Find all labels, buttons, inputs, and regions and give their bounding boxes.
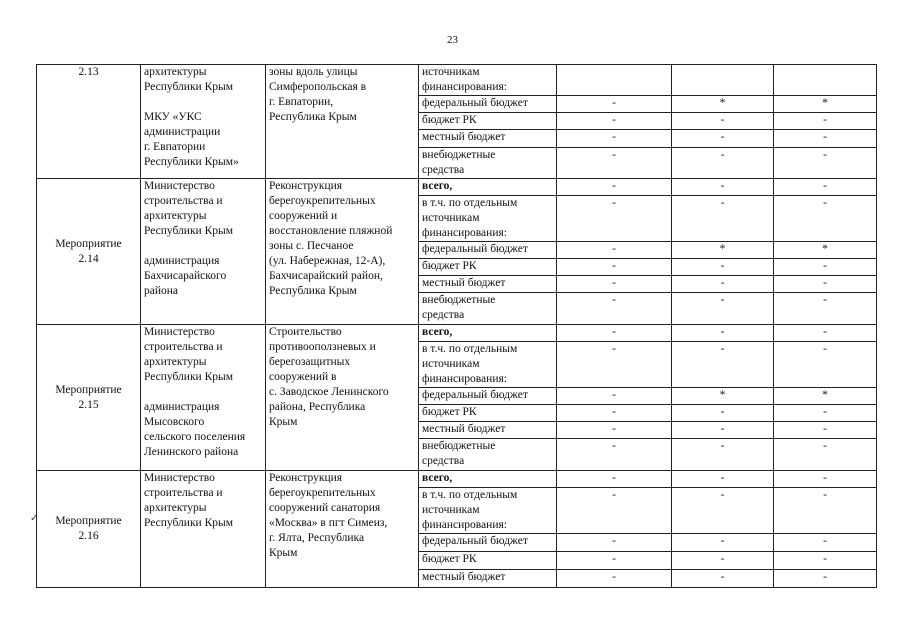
value-cell-year-2: - <box>672 405 774 422</box>
funding-source-line: бюджет РК <box>422 553 477 565</box>
value-cell-year-1: - <box>557 471 672 488</box>
object-line: берегоукрепительных <box>269 487 376 499</box>
event-number-line: Мероприятие <box>55 383 122 396</box>
funding-source-line: всего, <box>422 472 453 484</box>
value-cell-year-3: - <box>774 570 877 588</box>
value-cell-year-1: - <box>557 534 672 552</box>
funding-source-line: источникам <box>422 504 480 516</box>
executor-line: администрация <box>144 255 220 267</box>
funding-source-cell <box>419 534 557 552</box>
executor-line: Министерство <box>144 326 215 338</box>
value-cell-year-2: * <box>672 242 774 259</box>
executor-line: администрация <box>144 401 220 413</box>
funding-source-cell <box>419 471 557 488</box>
executor-line: сельского поселения <box>144 431 246 443</box>
value-cell-year-3: - <box>774 342 877 388</box>
funding-source-cell <box>419 342 557 388</box>
funding-source-line: всего, <box>422 326 453 338</box>
object-line: Симферопольская в <box>269 81 367 93</box>
value-cell-year-1: - <box>557 113 672 130</box>
funding-source-line: в т.ч. по отдельным <box>422 197 518 209</box>
funding-source-cell <box>419 488 557 534</box>
executor-line: Мысовского <box>144 416 205 428</box>
object-line: «Москва» в пгт Симеиз, <box>269 517 388 529</box>
table-row <box>37 325 877 342</box>
funding-source-cell <box>419 242 557 259</box>
executor-cell <box>141 325 266 471</box>
value-cell-year-3: * <box>774 388 877 405</box>
executor-line: строительства и <box>144 341 223 353</box>
funding-source-line: в т.ч. по отдельным <box>422 489 518 501</box>
value-cell-year-1: - <box>557 439 672 471</box>
table-row <box>37 471 877 488</box>
value-cell-year-2: - <box>672 552 774 570</box>
funding-source-cell <box>419 113 557 130</box>
funding-source-line: федеральный бюджет <box>422 97 528 109</box>
executor-line: администрации <box>144 126 221 138</box>
value-cell-year-2: - <box>672 259 774 276</box>
funding-source-cell <box>419 259 557 276</box>
object-cell <box>266 325 419 471</box>
value-cell-year-3: - <box>774 488 877 534</box>
object-cell <box>266 471 419 588</box>
object-line: сооружений санатория <box>269 502 381 514</box>
value-cell-year-2: - <box>672 196 774 242</box>
line-gap <box>144 385 262 400</box>
value-cell-year-1: - <box>557 196 672 242</box>
event-number-cell <box>37 325 141 471</box>
funding-source-line: источникам <box>422 358 480 370</box>
funding-source-cell <box>419 422 557 439</box>
event-number-line: 2.14 <box>78 252 99 265</box>
value-cell-year-1: - <box>557 130 672 148</box>
value-cell-year-3: - <box>774 148 877 179</box>
object-line: с. Заводское Ленинского <box>269 386 389 398</box>
object-line: сооружений в <box>269 371 337 383</box>
value-cell-year-2: - <box>672 293 774 325</box>
value-cell-year-3: - <box>774 552 877 570</box>
value-cell-year-2: - <box>672 471 774 488</box>
table-row <box>37 65 877 96</box>
executor-line: района <box>144 285 179 297</box>
executor-line: г. Евпатории <box>144 141 206 153</box>
executor-cell <box>141 179 266 325</box>
value-cell-year-1: - <box>557 405 672 422</box>
event-number-line: 2.16 <box>78 530 99 542</box>
value-cell-year-2: - <box>672 342 774 388</box>
value-cell-year-1: - <box>557 242 672 259</box>
value-cell-year-2: - <box>672 325 774 342</box>
line-gap <box>144 95 262 110</box>
funding-source-line: всего, <box>422 180 453 192</box>
executor-line: Республики Крым <box>144 371 233 383</box>
funding-source-cell <box>419 196 557 242</box>
value-cell-year-1: - <box>557 96 672 113</box>
funding-source-line: местный бюджет <box>422 571 506 583</box>
value-cell-year-3: - <box>774 422 877 439</box>
value-cell-year-2: - <box>672 488 774 534</box>
value-cell-year-2: * <box>672 96 774 113</box>
value-cell-year-1: - <box>557 293 672 325</box>
value-cell-year-2: - <box>672 570 774 588</box>
value-cell-year-1: - <box>557 259 672 276</box>
object-line: зоны с. Песчаное <box>269 240 354 252</box>
funding-source-cell <box>419 570 557 588</box>
funding-source-line: внебюджетные <box>422 149 496 161</box>
table-row <box>37 179 877 196</box>
funding-source-cell <box>419 388 557 405</box>
funding-source-line: источникам <box>422 212 480 224</box>
value-cell-year-2: - <box>672 130 774 148</box>
executor-line: Бахчисарайского <box>144 270 227 282</box>
value-cell-year-3: - <box>774 439 877 471</box>
value-cell-year-3: - <box>774 325 877 342</box>
funding-source-line: средства <box>422 309 465 321</box>
value-cell-year-1: - <box>557 570 672 588</box>
funding-source-line: бюджет РК <box>422 260 477 272</box>
event-number-line: Мероприятие <box>55 515 122 527</box>
value-cell-year-1: - <box>557 276 672 293</box>
executor-line: Министерство <box>144 180 215 192</box>
funding-source-line: источникам <box>422 66 480 78</box>
executor-line: Республики Крым <box>144 225 233 237</box>
value-cell-year-2: - <box>672 534 774 552</box>
object-line: сооружений и <box>269 210 338 222</box>
executor-cell <box>141 65 266 179</box>
object-line: Крым <box>269 416 298 428</box>
value-cell-year-3 <box>774 65 877 96</box>
funding-source-line: в т.ч. по отдельным <box>422 343 518 355</box>
object-line: г. Евпатории, <box>269 96 334 108</box>
value-cell-year-1: - <box>557 342 672 388</box>
value-cell-year-2: - <box>672 439 774 471</box>
value-cell-year-3: - <box>774 179 877 196</box>
funding-source-line: внебюджетные <box>422 440 496 452</box>
object-line: (ул. Набережная, 12-А), <box>269 255 386 267</box>
funding-source-cell <box>419 293 557 325</box>
value-cell-year-3: - <box>774 534 877 552</box>
value-cell-year-3: * <box>774 242 877 259</box>
value-cell-year-3: - <box>774 471 877 488</box>
funding-source-cell <box>419 439 557 471</box>
funding-source-line: финансирования: <box>422 519 507 531</box>
object-line: района, Республика <box>269 401 366 413</box>
value-cell-year-3: - <box>774 113 877 130</box>
funding-source-line: местный бюджет <box>422 277 506 289</box>
budget-table <box>36 64 877 588</box>
funding-source-line: средства <box>422 455 465 467</box>
funding-source-line: федеральный бюджет <box>422 243 528 255</box>
value-cell-year-3: - <box>774 276 877 293</box>
executor-line: строительства и <box>144 487 223 499</box>
funding-source-line: средства <box>422 164 465 176</box>
object-line: берегозащитных <box>269 356 351 368</box>
funding-source-line: финансирования: <box>422 373 507 385</box>
event-number-cell <box>37 65 141 179</box>
value-cell-year-1: - <box>557 179 672 196</box>
funding-source-cell <box>419 179 557 196</box>
executor-line: Ленинского района <box>144 446 239 458</box>
object-line: Крым <box>269 547 298 559</box>
funding-source-line: федеральный бюджет <box>422 389 528 401</box>
page-number: 23 <box>447 34 458 46</box>
funding-source-cell <box>419 325 557 342</box>
executor-line: МКУ «УКС <box>144 111 202 123</box>
object-line: Строительство <box>269 326 342 338</box>
executor-line: архитектуры <box>144 356 207 368</box>
value-cell-year-3: - <box>774 196 877 242</box>
value-cell-year-3: - <box>774 130 877 148</box>
funding-source-line: финансирования: <box>422 227 507 239</box>
funding-source-line: внебюджетные <box>422 294 496 306</box>
funding-source-line: бюджет РК <box>422 406 477 418</box>
event-number-line: Мероприятие <box>55 237 122 250</box>
event-number-cell <box>37 471 141 588</box>
executor-line: Республики Крым <box>144 517 233 529</box>
value-cell-year-3: - <box>774 293 877 325</box>
object-line: Бахчисарайский район, <box>269 270 383 282</box>
executor-cell <box>141 471 266 588</box>
value-cell-year-3: * <box>774 96 877 113</box>
event-number-cell <box>37 179 141 325</box>
funding-source-cell <box>419 96 557 113</box>
funding-source-cell <box>419 148 557 179</box>
value-cell-year-1: - <box>557 388 672 405</box>
executor-line: Республики Крым» <box>144 156 239 168</box>
executor-line: Министерство <box>144 472 215 484</box>
object-line: берегоукрепительных <box>269 195 376 207</box>
executor-line: архитектуры <box>144 210 207 222</box>
object-line: Республика Крым <box>269 111 357 123</box>
funding-source-cell <box>419 552 557 570</box>
object-line: зоны вдоль улицы <box>269 66 358 78</box>
value-cell-year-2: - <box>672 422 774 439</box>
object-line: Реконструкция <box>269 472 343 484</box>
funding-source-line: федеральный бюджет <box>422 535 528 547</box>
object-line: Реконструкция <box>269 180 343 192</box>
event-number-line: 2.15 <box>78 398 99 411</box>
funding-source-line: местный бюджет <box>422 423 506 435</box>
object-line: восстановление пляжной <box>269 225 393 237</box>
event-number-line: 2.13 <box>78 66 99 78</box>
object-line: Республика Крым <box>269 285 357 297</box>
funding-source-cell <box>419 405 557 422</box>
executor-line: строительства и <box>144 195 223 207</box>
executor-line: архитектуры <box>144 502 207 514</box>
funding-source-line: финансирования: <box>422 81 507 93</box>
line-gap <box>144 239 262 254</box>
object-line: противооползневых и <box>269 341 376 353</box>
funding-source-cell <box>419 130 557 148</box>
object-line: г. Ялта, Республика <box>269 532 365 544</box>
object-cell <box>266 179 419 325</box>
value-cell-year-1 <box>557 65 672 96</box>
value-cell-year-2: - <box>672 113 774 130</box>
funding-source-cell <box>419 65 557 96</box>
value-cell-year-1: - <box>557 325 672 342</box>
funding-source-cell <box>419 276 557 293</box>
value-cell-year-3: - <box>774 405 877 422</box>
funding-source-line: местный бюджет <box>422 131 506 143</box>
funding-source-line: бюджет РК <box>422 114 477 126</box>
value-cell-year-2: - <box>672 148 774 179</box>
value-cell-year-1: - <box>557 422 672 439</box>
value-cell-year-1: - <box>557 552 672 570</box>
value-cell-year-1: - <box>557 148 672 179</box>
value-cell-year-2 <box>672 65 774 96</box>
object-cell <box>266 65 419 179</box>
value-cell-year-3: - <box>774 259 877 276</box>
value-cell-year-1: - <box>557 488 672 534</box>
executor-line: Республики Крым <box>144 81 233 93</box>
value-cell-year-2: - <box>672 179 774 196</box>
value-cell-year-2: * <box>672 388 774 405</box>
executor-line: архитектуры <box>144 66 207 78</box>
stray-mark: ✓ <box>30 513 39 524</box>
value-cell-year-2: - <box>672 276 774 293</box>
